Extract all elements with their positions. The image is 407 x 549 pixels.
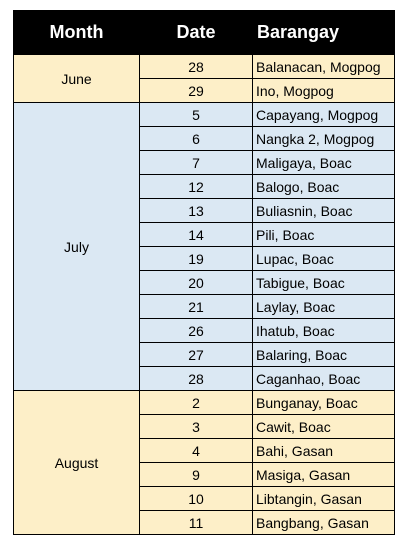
month-cell: June [14, 55, 140, 103]
column-header-month: Month [14, 11, 140, 55]
schedule-table [13, 10, 395, 535]
date-cell: 11 [140, 511, 253, 535]
date-cell: 27 [140, 343, 253, 367]
barangay-cell: Bahi, Gasan [253, 439, 395, 463]
date-cell: 28 [140, 367, 253, 391]
date-cell: 10 [140, 487, 253, 511]
barangay-cell: Ihatub, Boac [253, 319, 395, 343]
barangay-cell: Nangka 2, Mogpog [253, 127, 395, 151]
table-row [14, 391, 395, 415]
barangay-cell: Bunganay, Boac [253, 391, 395, 415]
date-cell: 9 [140, 463, 253, 487]
date-cell: 12 [140, 175, 253, 199]
barangay-cell: Bangbang, Gasan [253, 511, 395, 535]
month-cell: July [14, 103, 140, 391]
barangay-cell: Balaring, Boac [253, 343, 395, 367]
barangay-cell: Balanacan, Mogpog [253, 55, 395, 79]
date-cell: 28 [140, 55, 253, 79]
barangay-cell: Pili, Boac [253, 223, 395, 247]
schedule-body [14, 55, 395, 535]
date-cell: 14 [140, 223, 253, 247]
barangay-cell: Libtangin, Gasan [253, 487, 395, 511]
barangay-cell: Cawit, Boac [253, 415, 395, 439]
column-header-barangay: Barangay [253, 11, 395, 55]
date-cell: 6 [140, 127, 253, 151]
barangay-cell: Maligaya, Boac [253, 151, 395, 175]
date-cell: 29 [140, 79, 253, 103]
date-cell: 4 [140, 439, 253, 463]
barangay-cell: Capayang, Mogpog [253, 103, 395, 127]
date-cell: 7 [140, 151, 253, 175]
barangay-cell: Buliasnin, Boac [253, 199, 395, 223]
month-cell: August [14, 391, 140, 535]
barangay-cell: Masiga, Gasan [253, 463, 395, 487]
barangay-cell: Laylay, Boac [253, 295, 395, 319]
header-row [14, 11, 395, 55]
barangay-cell: Balogo, Boac [253, 175, 395, 199]
barangay-cell: Caganhao, Boac [253, 367, 395, 391]
date-cell: 3 [140, 415, 253, 439]
date-cell: 20 [140, 271, 253, 295]
date-cell: 26 [140, 319, 253, 343]
barangay-cell: Lupac, Boac [253, 247, 395, 271]
date-cell: 2 [140, 391, 253, 415]
date-cell: 13 [140, 199, 253, 223]
table-row [14, 103, 395, 127]
barangay-cell: Tabigue, Boac [253, 271, 395, 295]
date-cell: 5 [140, 103, 253, 127]
barangay-cell: Ino, Mogpog [253, 79, 395, 103]
table-row [14, 55, 395, 79]
date-cell: 19 [140, 247, 253, 271]
column-header-date: Date [140, 11, 253, 55]
schedule-table-container [13, 10, 394, 535]
date-cell: 21 [140, 295, 253, 319]
